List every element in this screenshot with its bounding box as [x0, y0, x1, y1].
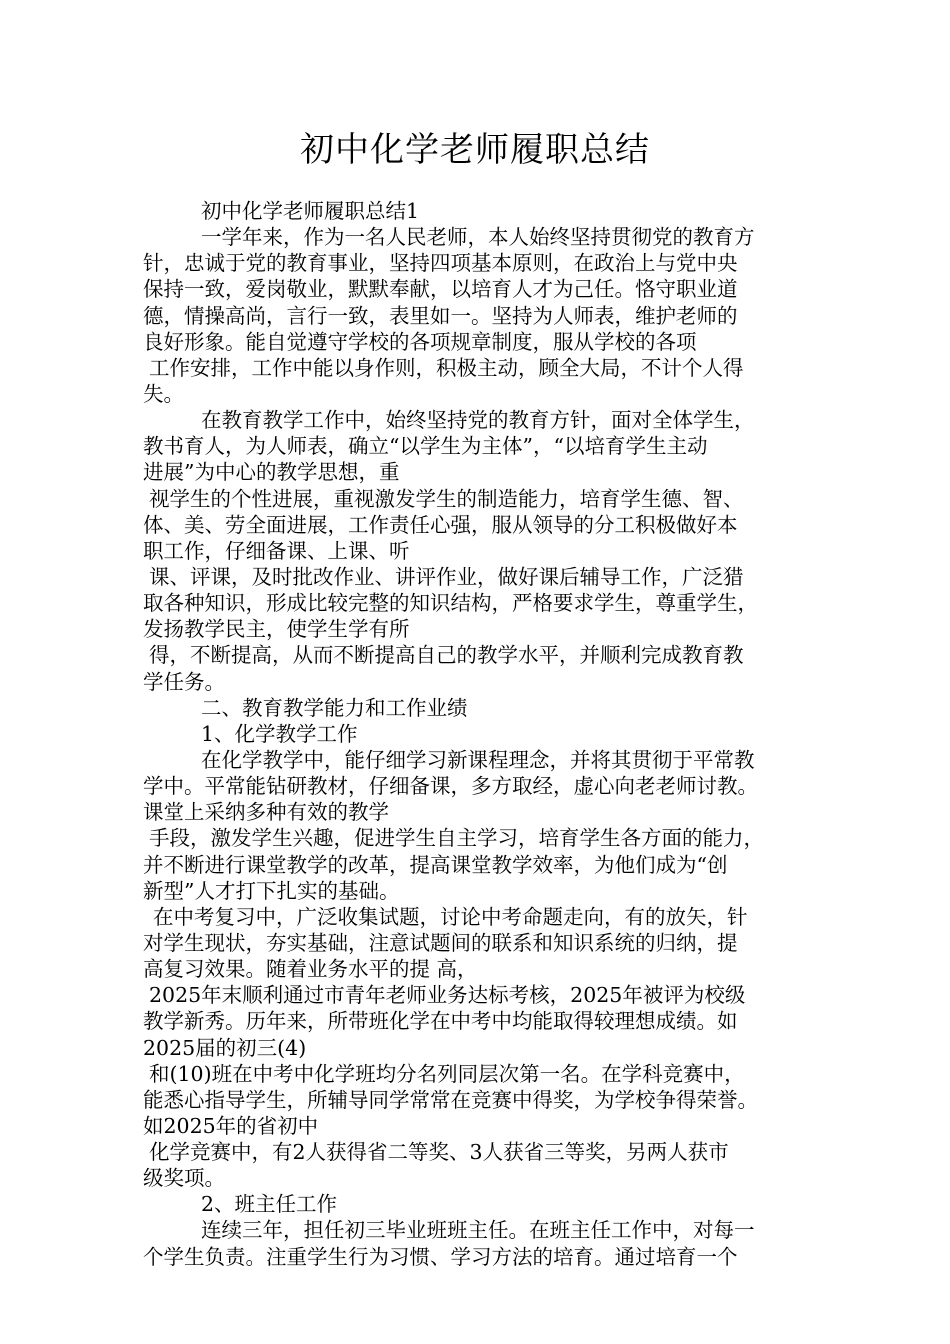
body-line: 职工作，仔细备课、上课、听 — [143, 538, 410, 563]
body-line: 保持一致，爱岗敬业，默默奉献，以培育人才为己任。恪守职业道 — [143, 277, 738, 302]
body-line: 级奖项。 — [143, 1166, 225, 1191]
body-line: 课、评课，及时批改作业、讲评作业，做好课后辅导工作，广泛猎 — [149, 564, 744, 589]
body-line: 视学生的个性进展，重视激发学生的制造能力，培育学生德、智、 — [149, 486, 744, 511]
body-line: 取各种知识，形成比较完整的知识结构，严格要求学生，尊重学生， — [143, 591, 758, 616]
body-line: 德，情操高尚，言行一致，表里如一。坚持为人师表，维护老师的 — [143, 303, 738, 328]
body-line: 学中。平常能钻研教材，仔细备课，多方取经，虚心向老老师讨教。 — [143, 774, 758, 799]
body-line: 教书育人，为人师表，确立“以学生为主体”，“以培育学生主动 — [143, 434, 708, 459]
body-line: 针，忠诚于党的教育事业，坚持四项基本原则，在政治上与党中央 — [143, 251, 738, 276]
body-line: 学任务。 — [143, 669, 225, 694]
body-line: 化学竞赛中，有2人获得省二等奖、3人获省三等奖，另两人获市 — [149, 1140, 729, 1165]
body-line: 连续三年，担任初三毕业班班主任。在班主任工作中，对每一 — [201, 1218, 755, 1243]
body-line: 2、班主任工作 — [201, 1192, 338, 1217]
body-line: 课堂上采纳多种有效的教学 — [143, 800, 389, 825]
body-line: 失。 — [143, 381, 184, 406]
body-line: 能悉心指导学生，所辅导同学常常在竞赛中得奖，为学校争得荣誉。 — [143, 1087, 758, 1112]
body-line: 在化学教学中，能仔细学习新课程理念，并将其贯彻于平常教 — [201, 747, 755, 772]
body-line: 2025年末顺利通过市青年老师业务达标考核，2025年被评为校级 — [149, 983, 746, 1008]
body-line: 在中考复习中，广泛收集试题，讨论中考命题走向，有的放矢，针 — [153, 904, 748, 929]
body-line: 对学生现状，夯实基础，注意试题间的联系和知识系统的归纳，提 — [143, 930, 738, 955]
body-line: 工作安排，工作中能以身作则，积极主动，顾全大局，不计个人得 — [149, 355, 744, 380]
body-line: 和(10)班在中考中化学班均分名列同层次第一名。在学科竞赛中， — [149, 1061, 745, 1086]
body-line: 发扬教学民主，使学生学有所 — [143, 617, 410, 642]
body-line: 1、化学教学工作 — [201, 721, 358, 746]
body-line: 二、教育教学能力和工作业绩 — [201, 695, 468, 720]
body-line: 一学年来，作为一名人民老师，本人始终坚持贯彻党的教育方 — [201, 225, 755, 250]
body-line: 新型”人才打下扎实的基础。 — [143, 878, 400, 903]
body-line: 教学新秀。历年来，所带班化学在中考中均能取得较理想成绩。如 — [143, 1009, 738, 1034]
document-title: 初中化学老师履职总结 — [300, 130, 650, 170]
body-line: 个学生负责。注重学生行为习惯、学习方法的培育。通过培育一个 — [143, 1244, 738, 1269]
body-line: 初中化学老师履职总结1 — [201, 199, 420, 223]
body-line: 2025届的初三(4) — [143, 1035, 307, 1060]
body-line: 并不断进行课堂教学的改革，提高课堂教学效率，为他们成为“创 — [143, 852, 728, 877]
body-line: 手段，激发学生兴趣，促进学生自主学习，培育学生各方面的能力， — [149, 826, 764, 851]
body-line: 高复习效果。随着业务水平的提 高， — [143, 957, 478, 982]
document-body — [143, 198, 843, 1270]
body-line: 如2025年的省初中 — [143, 1113, 319, 1138]
body-line: 进展”为中心的教学思想，重 — [143, 460, 400, 485]
body-line: 在教育教学工作中，始终坚持党的教育方针，面对全体学生， — [201, 408, 755, 433]
body-line: 良好形象。能自觉遵守学校的各项规章制度，服从学校的各项 — [143, 329, 697, 354]
body-line: 得，不断提高，从而不断提高自己的教学水平，并顺利完成教育教 — [149, 643, 744, 668]
body-line: 体、美、劳全面进展，工作责任心强，服从领导的分工积极做好本 — [143, 512, 738, 537]
